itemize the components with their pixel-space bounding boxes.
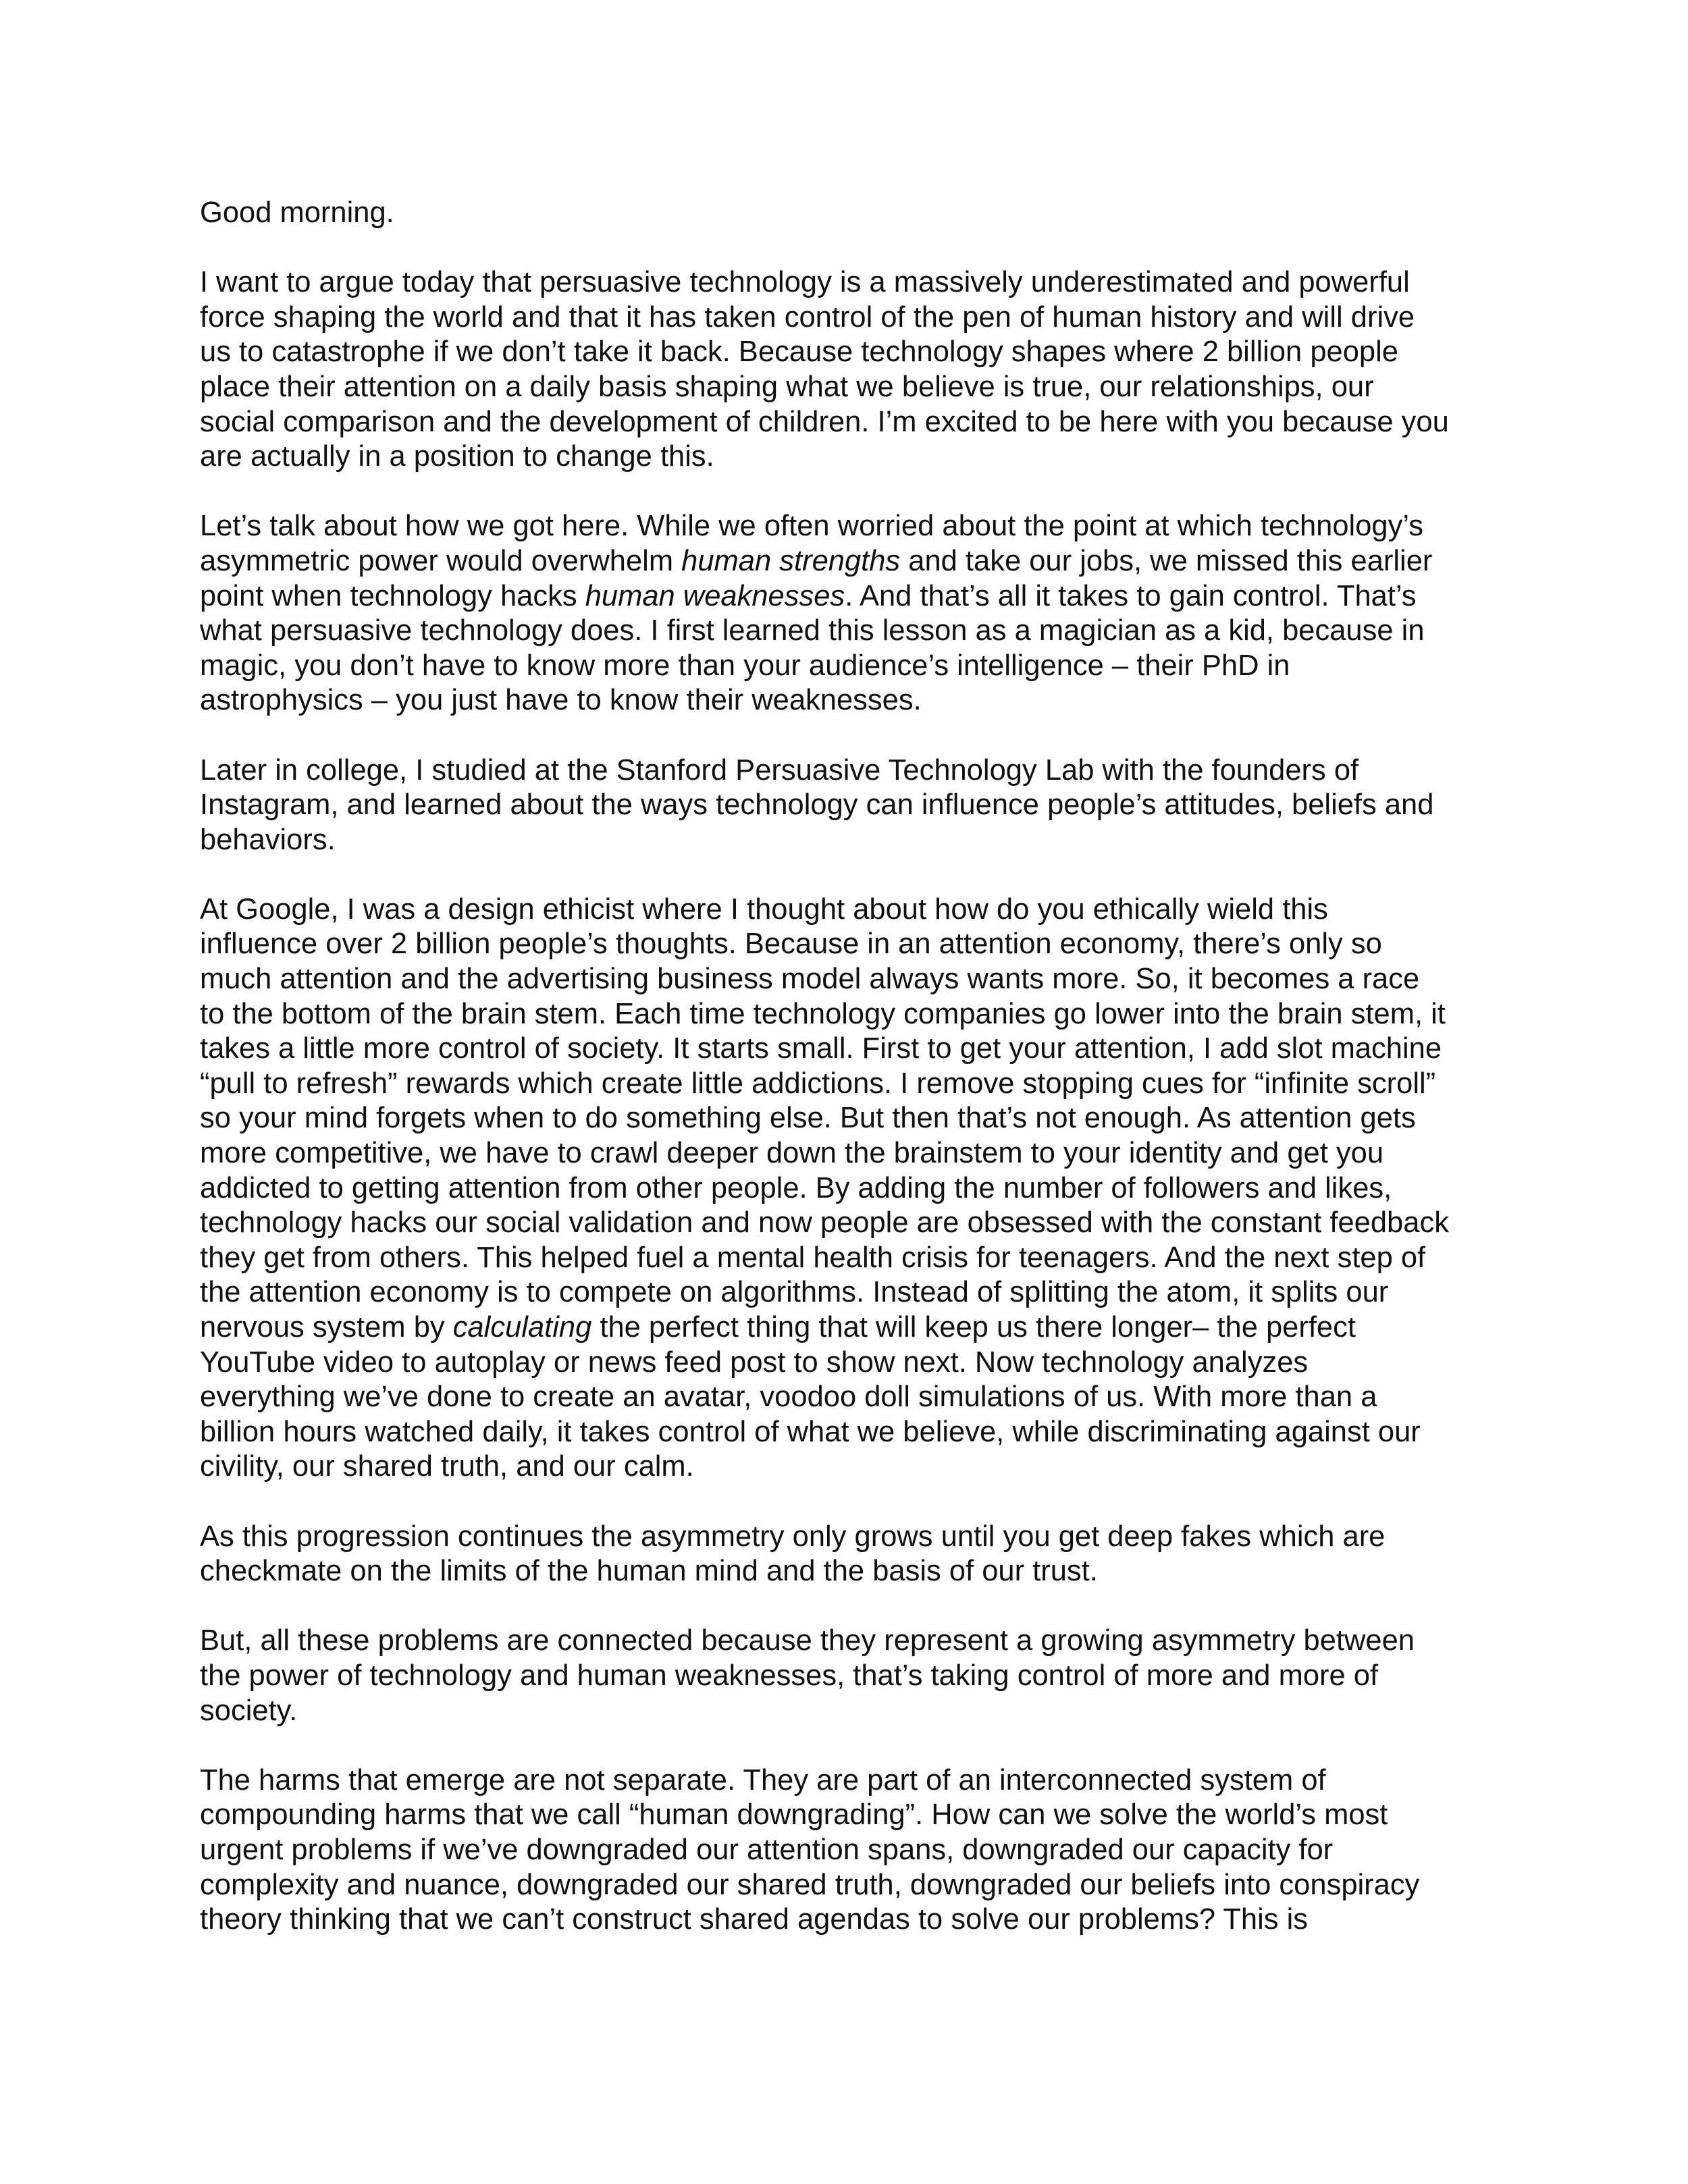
text-line (200, 1136, 1496, 1171)
text-line (200, 1171, 1496, 1206)
text-line (200, 1415, 1496, 1450)
text-segment: much attention and the advertising business model always wants more. So, it becomes a race (200, 963, 1420, 996)
text-segment: magic, you don’t have to know more than your audience’s intelligence – their PhD in (200, 649, 1290, 682)
text-segment: . And that’s all it takes to gain control. That’s (845, 579, 1417, 612)
text-segment: they get from others. This helped fuel a mental health crisis for teenagers. And the next step of (200, 1241, 1426, 1274)
text-line (200, 509, 1496, 544)
paragraph (200, 509, 1496, 718)
text-line (200, 196, 1496, 231)
text-segment: urgent problems if we’ve downgraded our attention spans, downgraded our capacity for (200, 1833, 1334, 1866)
text-segment: and take our jobs, we missed this earlier (900, 544, 1433, 577)
text-segment: Instagram, and learned about the ways technology can influence people’s attitudes, beliefs and (200, 789, 1434, 822)
text-segment: so your mind forgets when to do something else. But then that’s not enough. As attention gets (200, 1102, 1416, 1135)
text-line (200, 893, 1496, 928)
text-line (200, 1380, 1496, 1415)
text-segment: are actually in a position to change this. (200, 440, 714, 473)
text-line (200, 405, 1496, 440)
emphasized-text: calculating (452, 1311, 592, 1343)
text-segment: addicted to getting attention from other people. By adding the number of followers and likes, (200, 1171, 1392, 1204)
text-segment: asymmetric power would overwhelm (200, 544, 682, 577)
text-segment: the perfect thing that will keep us there longer– the perfect (591, 1311, 1356, 1343)
text-line (200, 1032, 1496, 1067)
text-line (200, 1554, 1496, 1589)
text-line (200, 1520, 1496, 1555)
text-line (200, 1624, 1496, 1659)
text-segment: technology hacks our social validation and now people are obsessed with the constant feedback (200, 1206, 1449, 1240)
text-segment: “pull to refresh” rewards which create little addictions. I remove stopping cues for “infinite scroll” (200, 1067, 1436, 1100)
paragraph (200, 1624, 1496, 1728)
text-segment: nervous system by (200, 1311, 453, 1343)
text-line (200, 300, 1496, 336)
paragraph (200, 265, 1496, 475)
emphasized-text: human weaknesses (585, 579, 845, 612)
text-line (200, 1101, 1496, 1136)
text-segment: us to catastrophe if we don’t take it back. Because technology shapes where 2 billion people (200, 336, 1398, 369)
paragraph (200, 1520, 1496, 1589)
text-segment: astrophysics – you just have to know their weaknesses. (200, 684, 922, 717)
text-segment: compounding harms that we call “human downgrading”. How can we solve the world’s most (200, 1799, 1388, 1832)
text-line (200, 1833, 1496, 1868)
text-line (200, 1346, 1496, 1381)
text-segment: to the bottom of the brain stem. Each time technology companies go lower into the brain stem, it (200, 997, 1446, 1030)
document-body (200, 196, 1496, 1938)
text-segment: civility, our shared truth, and our calm. (200, 1450, 694, 1483)
text-segment: billion hours watched daily, it takes control of what we believe, while discriminating against our (200, 1415, 1421, 1448)
text-line (200, 1067, 1496, 1102)
paragraph (200, 1763, 1496, 1938)
text-segment: YouTube video to autoplay or news feed post to show next. Now technology analyzes (200, 1346, 1309, 1379)
text-line (200, 440, 1496, 475)
text-segment: point when technology hacks (200, 579, 585, 612)
text-segment: the power of technology and human weaknesses, that’s taking control of more and more of (200, 1659, 1379, 1692)
paragraph (200, 196, 1496, 231)
text-line (200, 1275, 1496, 1310)
paragraph (200, 893, 1496, 1485)
text-segment: everything we’ve done to create an avatar, voodoo doll simulations of us. With more than a (200, 1381, 1377, 1414)
text-line (200, 823, 1496, 858)
text-segment: behaviors. (200, 823, 336, 856)
paragraph (200, 753, 1496, 858)
text-segment: what persuasive technology does. I first learned this lesson as a magician as a kid, because in (200, 614, 1425, 647)
text-segment: force shaping the world and that it has taken control of the pen of human history and will drive (200, 300, 1415, 334)
text-line (200, 1798, 1496, 1833)
emphasized-text: human strengths (681, 544, 901, 577)
text-line (200, 335, 1496, 370)
text-segment: place their attention on a daily basis shaping what we believe is true, our relationships, our (200, 370, 1374, 403)
text-segment: the attention economy is to compete on algorithms. Instead of splitting the atom, it splits our (200, 1276, 1389, 1309)
text-line (200, 997, 1496, 1032)
text-segment: more competitive, we have to crawl deeper down the brainstem to your identity and get you (200, 1137, 1384, 1170)
text-segment: checkmate on the limits of the human mind and the basis of our trust. (200, 1555, 1098, 1588)
text-line (200, 544, 1496, 579)
text-segment: complexity and nuance, downgraded our shared truth, downgraded our beliefs into conspiracy (200, 1868, 1420, 1901)
text-segment: I want to argue today that persuasive technology is a massively underestimated and powerful (200, 266, 1410, 299)
text-line (200, 579, 1496, 614)
text-segment: Good morning. (200, 196, 394, 229)
text-line (200, 683, 1496, 718)
text-segment: takes a little more control of society. It starts small. First to get your attention, I add slot machine (200, 1032, 1442, 1065)
text-line (200, 962, 1496, 997)
text-segment: social comparison and the development of children. I’m excited to be here with you because you (200, 405, 1449, 438)
text-line (200, 1763, 1496, 1799)
text-line (200, 614, 1496, 649)
text-line (200, 1659, 1496, 1694)
text-line (200, 1868, 1496, 1903)
text-segment: As this progression continues the asymmetry only grows until you get deep fakes which are (200, 1520, 1386, 1553)
text-line (200, 265, 1496, 300)
text-line (200, 788, 1496, 823)
text-segment: theory thinking that we can’t construct shared agendas to solve our problems? This is (200, 1903, 1308, 1936)
text-line (200, 1310, 1496, 1346)
text-line (200, 1449, 1496, 1485)
text-line (200, 1902, 1496, 1938)
text-line (200, 1206, 1496, 1241)
text-line (200, 1241, 1496, 1276)
text-segment: The harms that emerge are not separate. They are part of an interconnected system of (200, 1763, 1326, 1796)
text-line (200, 927, 1496, 962)
text-segment: Let’s talk about how we got here. While we often worried about the point at which technology’s (200, 510, 1423, 543)
text-segment: influence over 2 billion people’s thoughts. Because in an attention economy, there’s only so (200, 928, 1382, 961)
text-segment: At Google, I was a design ethicist where I thought about how do you ethically wield this (200, 893, 1328, 926)
text-line (200, 753, 1496, 789)
text-segment: But, all these problems are connected because they represent a growing asymmetry between (200, 1624, 1415, 1657)
text-line (200, 649, 1496, 684)
text-line (200, 1694, 1496, 1729)
text-segment: Later in college, I studied at the Stanford Persuasive Technology Lab with the founders of (200, 753, 1359, 787)
text-line (200, 370, 1496, 405)
text-segment: society. (200, 1694, 298, 1727)
